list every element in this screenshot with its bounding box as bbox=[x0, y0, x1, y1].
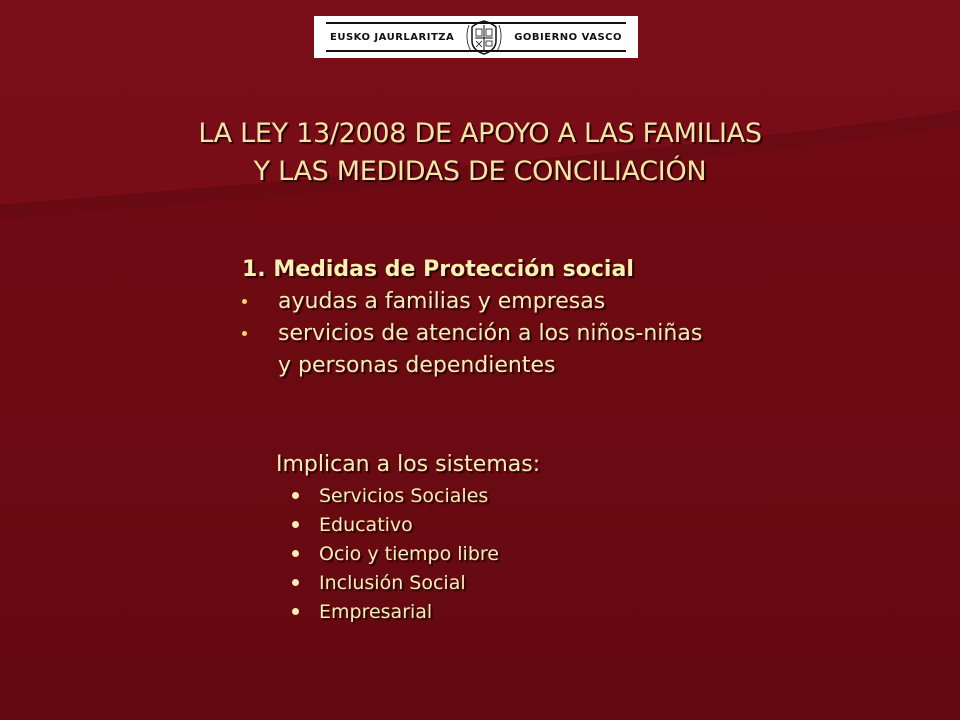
bullet-item bbox=[242, 286, 702, 318]
title-line-2: Y LAS MEDIDAS DE CONCILIACIÓN bbox=[253, 156, 707, 187]
slide-title bbox=[0, 115, 960, 191]
list-item-text: Ocio y tiempo libre bbox=[319, 543, 499, 565]
bullet-text: ayudas a familias y empresas bbox=[278, 289, 606, 314]
bullet-dot-icon bbox=[292, 550, 299, 557]
list-item-text: Servicios Sociales bbox=[319, 485, 489, 507]
list-item bbox=[276, 569, 540, 598]
coat-of-arms-icon bbox=[464, 18, 504, 56]
bullet-text: y personas dependientes bbox=[278, 353, 556, 378]
title-line-1: LA LEY 13/2008 DE APOYO A LAS FAMILIAS bbox=[198, 118, 762, 149]
bullet-continuation bbox=[242, 350, 702, 382]
list-item bbox=[276, 511, 540, 540]
bullet-dot-icon bbox=[292, 521, 299, 528]
list-item-text: Inclusión Social bbox=[319, 572, 466, 594]
bullet-dot-icon bbox=[292, 579, 299, 586]
section-heading: 1. Medidas de Protección social bbox=[242, 257, 634, 282]
bullet-dot-icon bbox=[242, 299, 247, 304]
bullet-dot-icon bbox=[292, 492, 299, 499]
systems-section bbox=[276, 448, 540, 627]
systems-lead: Implican a los sistemas: bbox=[276, 452, 541, 477]
bullet-item bbox=[242, 318, 702, 350]
bullet-dot-icon bbox=[292, 608, 299, 615]
logo-right-text: GOBIERNO VASCO bbox=[514, 31, 622, 43]
protection-section bbox=[242, 254, 702, 382]
systems-list bbox=[276, 482, 540, 627]
list-item bbox=[276, 598, 540, 627]
logo-left-text: EUSKO JAURLARITZA bbox=[330, 31, 455, 43]
list-item bbox=[276, 482, 540, 511]
bullet-dot-icon bbox=[242, 331, 247, 336]
list-item-text: Educativo bbox=[319, 514, 413, 536]
bullet-text: servicios de atención a los niños-niñas bbox=[278, 321, 703, 346]
list-item bbox=[276, 540, 540, 569]
government-logo bbox=[314, 16, 638, 58]
logo-frame bbox=[326, 22, 626, 52]
list-item-text: Empresarial bbox=[319, 601, 433, 623]
